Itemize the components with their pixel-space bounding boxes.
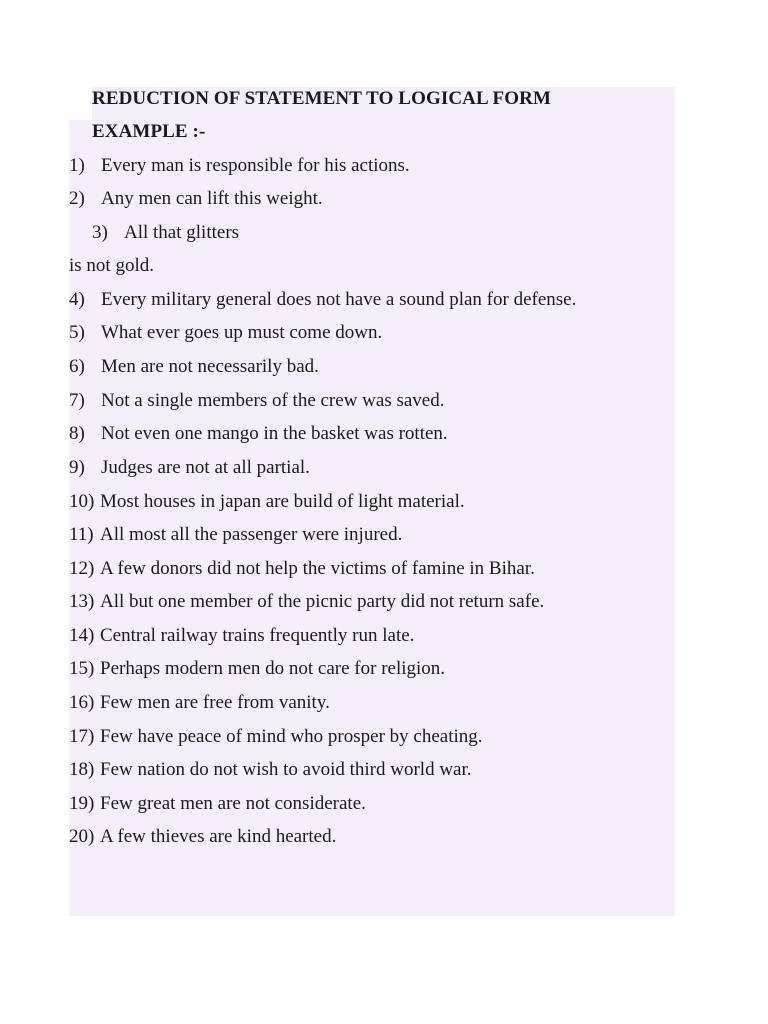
list-item-number: 3) [92,222,108,243]
list-item-continuation: is not gold. [69,255,154,276]
list-item-text: Central railway trains frequently run late. [100,625,415,646]
list-item-number: 1) [69,155,85,176]
list-item-number: 2) [69,188,85,209]
document-subtitle: EXAMPLE :- [92,121,206,142]
list-item-number: 10) [69,491,95,512]
list-item-text: Few have peace of mind who prosper by cheating. [100,726,483,747]
list-item-number: 12) [69,558,95,579]
list-item-text: Men are not necessarily bad. [101,356,319,377]
list-item [69,288,576,312]
list-item-text: Every man is responsible for his actions. [101,155,410,176]
list-item [69,590,544,614]
list-item-number: 8) [69,423,85,444]
list-item [69,523,402,547]
list-item [69,422,448,446]
list-item-text: Few nation do not wish to avoid third world war. [100,759,472,780]
list-item-text: Any men can lift this weight. [101,188,323,209]
list-item-number: 17) [69,726,95,747]
list-item-text: Few men are free from vanity. [100,692,330,713]
list-item [69,321,382,345]
list-item-number: 7) [69,390,85,411]
list-item [92,221,239,245]
list-item [69,691,330,715]
list-item-number: 13) [69,591,95,612]
list-item-text: All most all the passenger were injured. [100,524,403,545]
list-item [69,725,483,749]
list-item-text: All that glitters [124,222,240,243]
list-item [69,187,323,211]
list-item [69,624,414,648]
list-item-text: A few thieves are kind hearted. [100,826,337,847]
list-item [69,792,366,816]
list-item [69,825,336,849]
list-item-text: Judges are not at all partial. [101,457,310,478]
list-item-number: 16) [69,692,95,713]
list-item [69,490,465,514]
list-item-text: A few donors did not help the victims of famine in Bihar. [100,558,535,579]
list-item-number: 5) [69,322,85,343]
list-item [69,389,444,413]
list-item-number: 11) [69,524,94,545]
list-item-number: 9) [69,457,85,478]
list-item-number: 19) [69,793,95,814]
list-item-text: All but one member of the picnic party did not return safe. [100,591,545,612]
list-item-number: 18) [69,759,95,780]
list-item [69,557,535,581]
list-item-text: Few great men are not considerate. [100,793,366,814]
list-item-number: 20) [69,826,95,847]
list-item-number: 15) [69,658,95,679]
list-item-text: Not even one mango in the basket was rotten. [101,423,448,444]
list-item [69,355,319,379]
list-item-text: Not a single members of the crew was saved. [101,390,445,411]
list-item-text: What ever goes up must come down. [101,322,383,343]
list-item-text: Every military general does not have a sound plan for defense. [101,289,577,310]
list-item [69,758,472,782]
list-item [69,657,445,681]
list-item [69,154,410,178]
list-item-number: 6) [69,356,85,377]
list-item-number: 4) [69,289,85,310]
list-item [69,456,310,480]
list-item-text: Perhaps modern men do not care for religion. [100,658,446,679]
list-item-text: Most houses in japan are build of light material. [100,491,465,512]
document-title: REDUCTION OF STATEMENT TO LOGICAL FORM [92,88,551,109]
list-item-number: 14) [69,625,95,646]
